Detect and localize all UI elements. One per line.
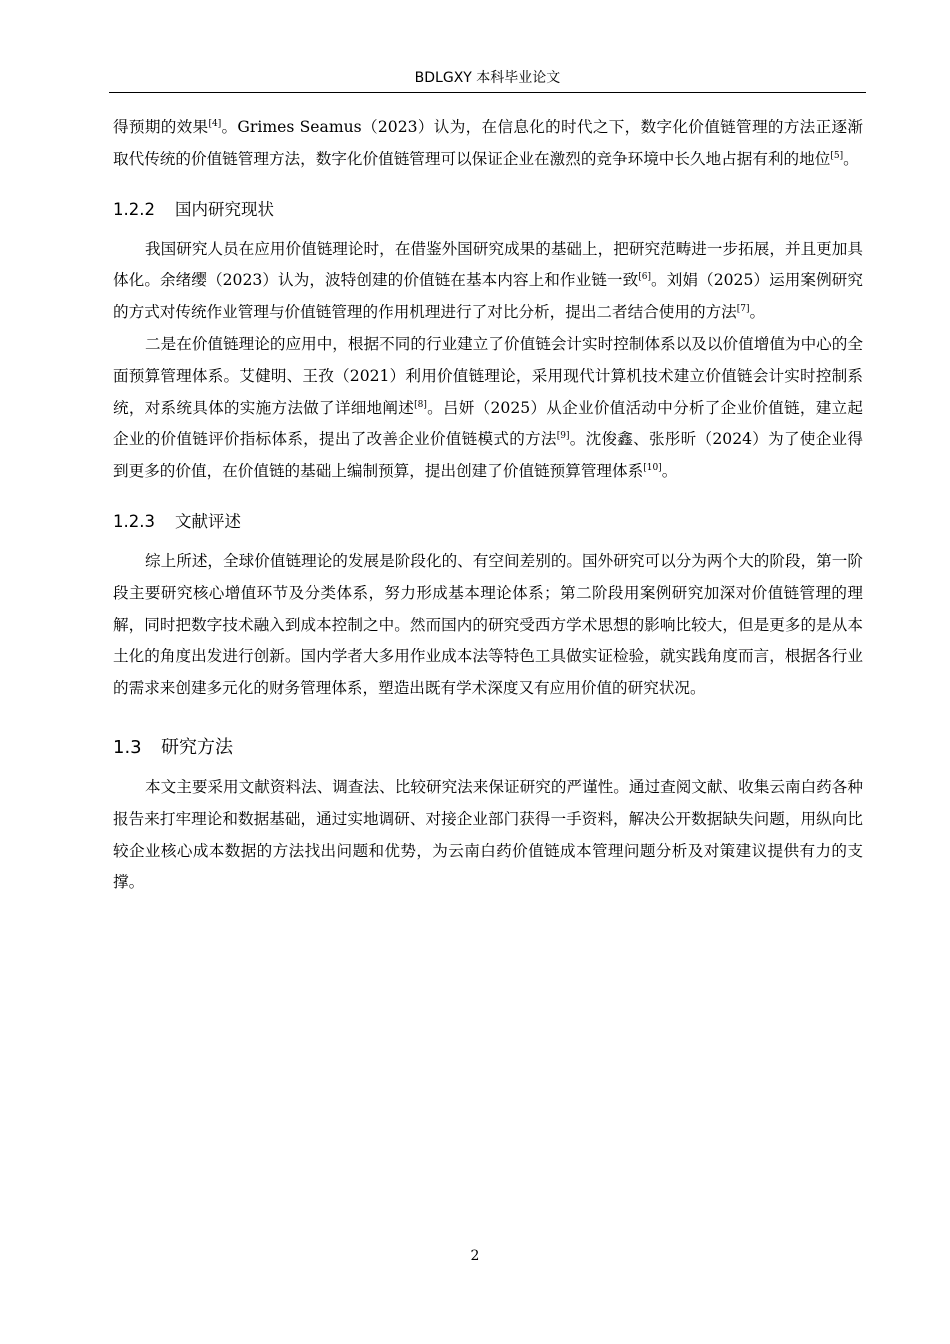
- running-header: BDLGXY 本科毕业论文: [414, 70, 561, 86]
- paragraph-text: 。沈俊鑫、张彤昕（2024）为了使企业得到更多的价值，在价值链的基础上编制预算，提出创建了价值链预算管理体系: [113, 430, 863, 481]
- section-title: 研究方法: [161, 736, 233, 758]
- section-number: 1.2.3: [113, 511, 155, 531]
- citation-marker: [7]: [736, 304, 750, 314]
- paragraph-text: 。Grimes Seamus（2023）认为，在信息化的时代之下，数字化价值链管理的方法正逐渐取代传统的价值链管理方法，数字化价值链管理可以保证企业在激烈的竞争环境中长久地占据有利的地位: [113, 118, 863, 168]
- page-number: 2: [470, 1248, 480, 1264]
- page-content: [113, 112, 863, 899]
- header-rule: [109, 92, 866, 93]
- paragraph-text: 。刘娟（2025）运用案例研究的方式对传统作业管理与价值链管理的作用机理进行了对比分析，提出二者结合使用的方法: [113, 271, 864, 322]
- citation-marker: [10]: [643, 462, 662, 473]
- citation-marker: [9]: [556, 431, 570, 442]
- paragraph-domestic-research-2: [113, 329, 863, 488]
- paragraph-text: 。: [749, 303, 766, 322]
- paragraph-text: 得预期的效果: [113, 118, 209, 136]
- citation-marker: [4]: [208, 118, 222, 129]
- paragraph-domestic-research-1: [113, 234, 863, 329]
- paragraph-text: 。: [661, 462, 678, 481]
- paragraph-research-methods: 本文主要采用文献资料法、调查法、比较研究法来保证研究的严谨性。通过查阅文献、收集云南白药各种报告来打牢理论和数据基础，通过实地调研、对接企业部门获得一手资料，解决公开数据缺失问题，用纵向比较企业核心成本数据的方法找出问题和优势，为云南白药价值链成本管理问题分析及对策建议提供有力的支撑。: [113, 777, 863, 892]
- citation-marker: [5]: [830, 150, 844, 161]
- section-heading-1-3: [113, 732, 863, 764]
- paragraph-text: 二是在价值链理论的应用中，根据不同的行业建立了价值链会计实时控制体系以及以价值增值为中心的全面预算管理体系。艾健明、王孜（2021）利用价值链理论，采用现代计算机技术建立价值链会计实时控制系统，对系统具体的实施方法做了详细地阐述: [113, 334, 863, 417]
- section-title: 国内研究现状: [175, 199, 274, 219]
- paragraph-text: 。吕妍（2025）从企业价值活动中分析了企业价值链，建立起企业的价值链评价指标体系，提出了改善企业价值链模式的方法: [113, 398, 863, 449]
- citation-marker: [6]: [638, 272, 651, 283]
- paragraph-text: 。: [843, 149, 859, 168]
- paragraph-foreign-research-end: [113, 112, 863, 176]
- section-number: 1.3: [113, 736, 142, 758]
- paragraph-text: 我国研究人员在应用价值链理论时，在借鉴外国研究成果的基础上，把研究范畴进一步拓展，并且更加具体化。余绪缨（2023）认为，波特创建的价值链在基本内容上和作业链一致: [113, 239, 863, 290]
- section-heading-1-2-3: [113, 507, 863, 537]
- section-title: 文献评述: [175, 511, 241, 531]
- section-number: 1.2.2: [113, 199, 155, 219]
- paragraph-literature-review: 综上所述，全球价值链理论的发展是阶段化的、有空间差别的。国外研究可以分为两个大的阶段，第一阶段主要研究核心增值环节及分类体系，努力形成基本理论体系；第二阶段用案例研究加深对价值链管理的理解，同时把数字技术融入到成本控制之中。然而国内的研究受西方学术思想的影响比较大，但是更多的是从本土化的角度出发进行创新。国内学者大多用作业成本法等特色工具做实证检验，就实践角度而言，根据各行业的需求来创建多元化的财务管理体系，塑造出既有学术深度又有应用价值的研究状况。: [113, 551, 863, 698]
- section-heading-1-2-2: [113, 195, 863, 225]
- citation-marker: [8]: [414, 399, 427, 410]
